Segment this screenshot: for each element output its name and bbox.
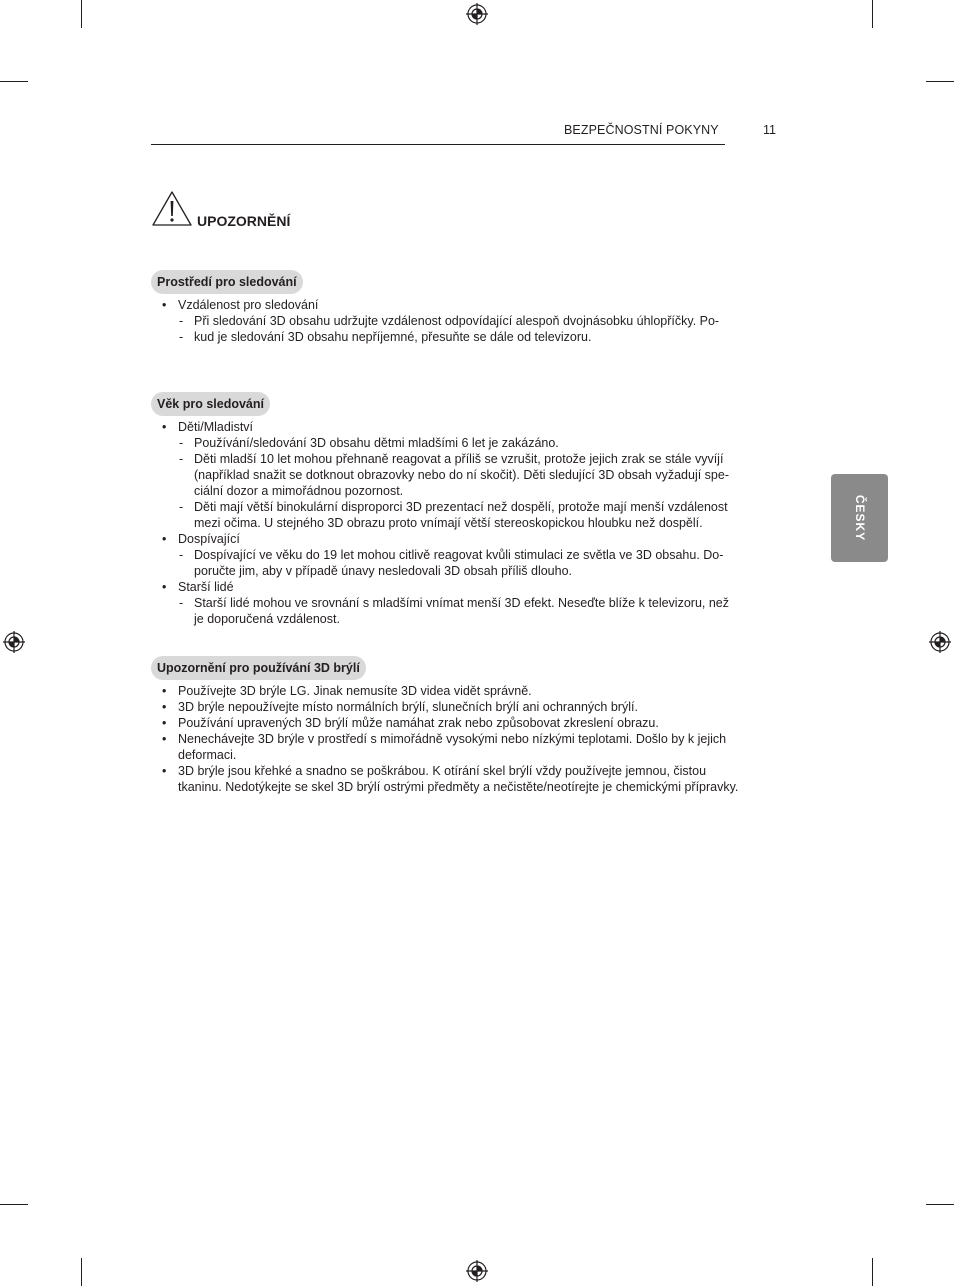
page-number: 11	[763, 123, 776, 137]
list-subitem: - Děti mladší 10 let mohou přehnaně reagovat a příliš se vzrušit, protože jejich zrak se stále vyvíjí	[151, 451, 791, 467]
header-section-title: BEZPEČNOSTNÍ POKYNY	[564, 123, 719, 137]
crop-mark	[872, 0, 873, 28]
section-3d-glasses-caution	[151, 683, 791, 795]
list-item: • Vzdálenost pro sledování	[151, 297, 791, 313]
list-subitem-continued: (například snažit se dotknout obrazovky nebo do ní skočit). Děti sledující 3D obsah vyžadují spe-	[194, 468, 730, 482]
crop-mark	[926, 81, 954, 82]
list-subitem: - Starší lidé mohou ve srovnání s mladšími vnímat menší 3D efekt. Neseďte blíže k televizoru, než	[151, 595, 791, 611]
list-item: • Používání upravených 3D brýlí může namáhat zrak nebo způsobovat zkreslení obrazu.	[151, 715, 791, 731]
section-viewing-environment	[151, 297, 791, 345]
registration-mark-icon	[3, 631, 25, 653]
section-viewing-age	[151, 419, 791, 627]
list-item: • 3D brýle jsou křehké a snadno se poškrábou. K otírání skel brýlí vždy používejte jemnou, čistou	[151, 763, 791, 779]
header-divider	[151, 144, 725, 145]
list-subitem-continued: mezi očima. U stejného 3D obrazu proto vnímají větší stereoskopickou hloubku než dospělí.	[194, 516, 703, 530]
crop-mark	[81, 1258, 82, 1286]
list-subitem-continued: - kud je sledování 3D obsahu nepříjemné, přesuňte se dále od televizoru.	[151, 329, 791, 345]
section-title-3d-glasses-caution: Upozornění pro používání 3D brýlí	[151, 656, 366, 680]
list-item: • Starší lidé	[151, 579, 791, 595]
list-subitem-continued: poručte jim, aby v případě únavy nesledovali 3D obsah příliš dlouho.	[194, 564, 572, 578]
list-item-continued: deformaci.	[178, 748, 237, 762]
warning-triangle-icon	[151, 190, 193, 227]
registration-mark-icon	[929, 631, 951, 653]
crop-mark	[872, 1258, 873, 1286]
list-subitem: - Používání/sledování 3D obsahu dětmi mladšími 6 let je zakázáno.	[151, 435, 791, 451]
list-item: • 3D brýle nepoužívejte místo normálních brýlí, slunečních brýlí ani ochranných brýlí.	[151, 699, 791, 715]
list-subitem: - Při sledování 3D obsahu udržujte vzdálenost odpovídající alespoň dvojnásobku úhlopříčky. Po-	[151, 313, 791, 329]
list-subitem: - Dospívající ve věku do 19 let mohou citlivě reagovat kvůli stimulaci ze světla ve 3D obsahu. Do-	[151, 547, 791, 563]
list-item: • Používejte 3D brýle LG. Jinak nemusíte 3D videa vidět správně.	[151, 683, 791, 699]
list-item: • Děti/Mladiství	[151, 419, 791, 435]
caution-title: UPOZORNĚNÍ	[197, 213, 291, 229]
section-title-viewing-age: Věk pro sledování	[151, 392, 270, 416]
section-title-viewing-environment: Prostředí pro sledování	[151, 270, 303, 294]
registration-mark-icon	[466, 1260, 488, 1282]
crop-mark	[0, 81, 28, 82]
crop-mark	[0, 1204, 28, 1205]
crop-mark	[926, 1204, 954, 1205]
list-item-continued: tkaninu. Nedotýkejte se skel 3D brýlí ostrými předměty a nečistěte/neotírejte je chemickými přípravky.	[178, 780, 739, 794]
list-item: • Nenechávejte 3D brýle v prostředí s mimořádně vysokými nebo nízkými teplotami. Došlo by k jejich	[151, 731, 791, 747]
crop-mark	[81, 0, 82, 28]
language-tab-label: ČESKY	[852, 494, 867, 542]
list-subitem-continued: je doporučená vzdálenost.	[194, 612, 340, 626]
caution-heading	[151, 190, 290, 227]
language-tab	[831, 474, 888, 562]
list-subitem: - Děti mají větší binokulární disproporci 3D prezentací než dospělí, protože mají menší vzdálenost	[151, 499, 791, 515]
list-item: • Dospívající	[151, 531, 791, 547]
registration-mark-icon	[466, 3, 488, 25]
list-subitem-continued: ciální dozor a mimořádnou pozornost.	[194, 484, 404, 498]
